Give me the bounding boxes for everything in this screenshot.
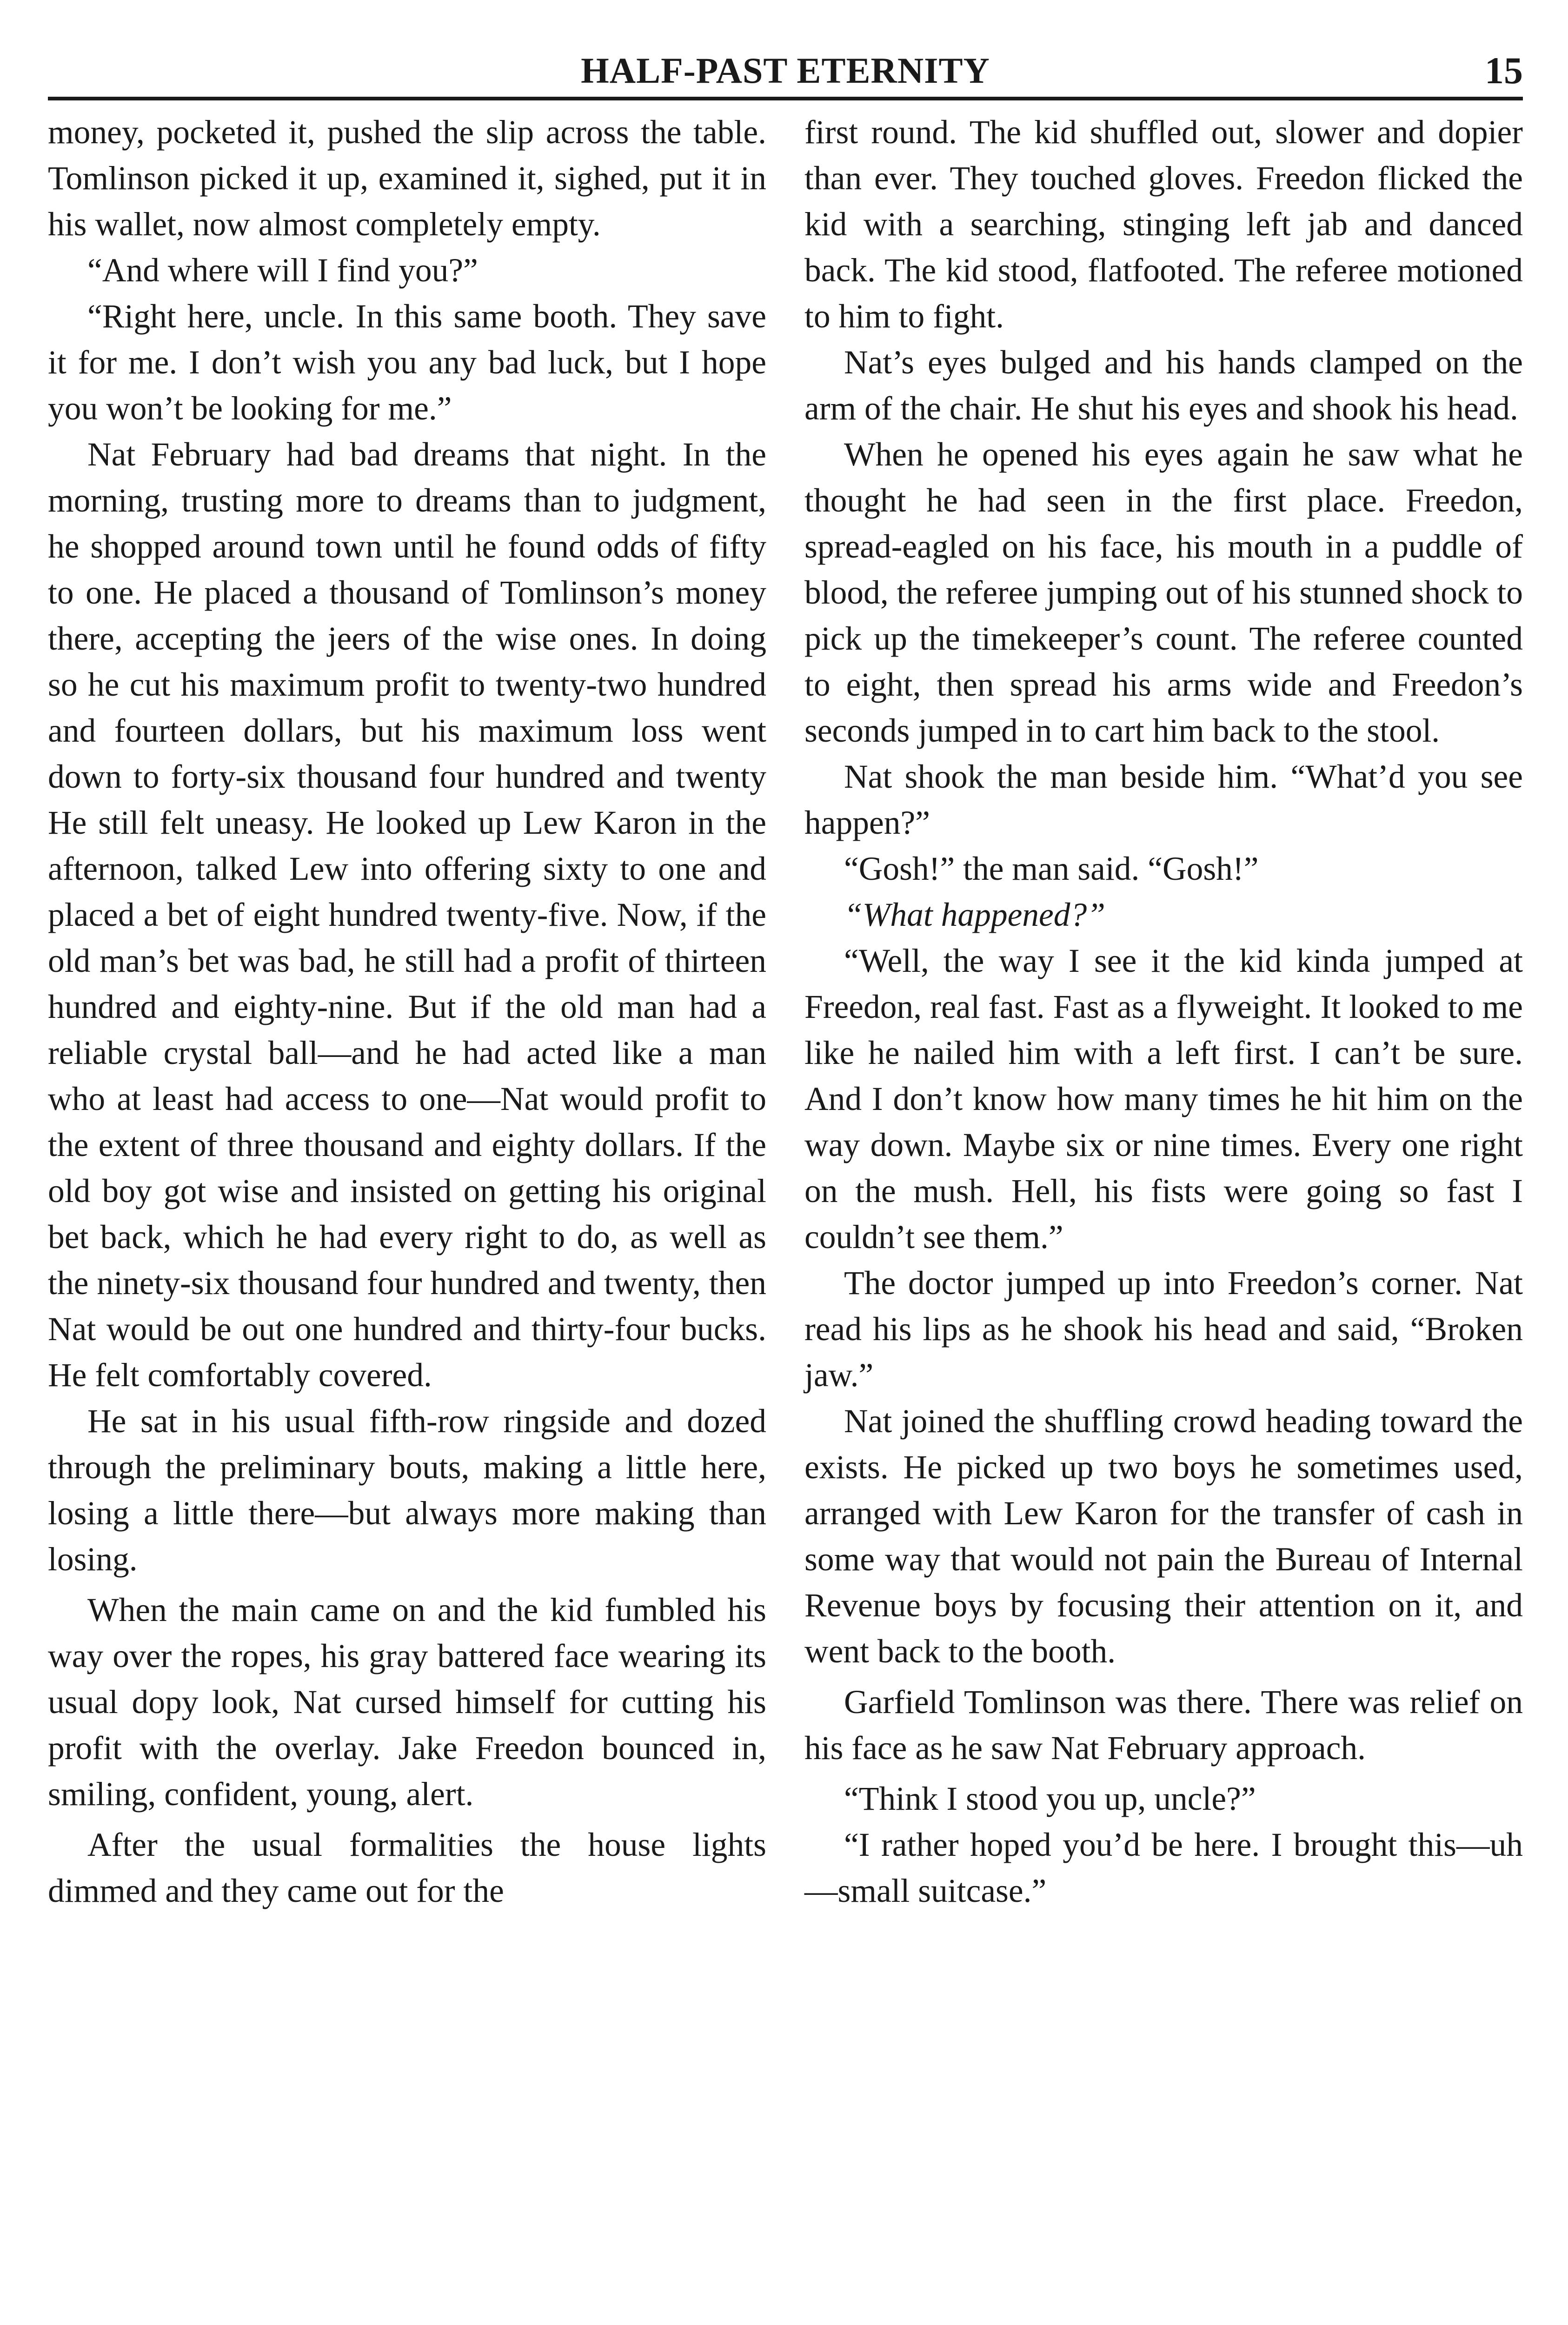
paragraph: “I rather hoped you’d be here. I brought this—uh—small suitcase.” [804, 1827, 1523, 1909]
paragraph: When he opened his eyes again he saw what he thought he had seen in the first place. Freedon, spread-eagled on his face, his mouth in a puddle of blood, the referee jumping out of his stunned shock to pick up the timekeeper’s count. The referee counted to eight, then spread his arms wide and Freedon’s seconds jumped in to cart him back to the stool. [804, 436, 1523, 749]
paragraph: Garfield Tomlinson was there. There was relief on his face as he saw Nat February approach. [804, 1684, 1523, 1767]
paragraph: “And where will I find you?” [87, 252, 478, 289]
paragraph: “Think I stood you up, uncle?” [844, 1780, 1256, 1817]
running-title: HALF-PAST ETERNITY [581, 50, 990, 91]
paragraph: The doctor jumped up into Freedon’s corner. Nat read his lips as he shook his head and said, “Broken jaw.” [804, 1265, 1523, 1394]
paragraph: Nat joined the shuffling crowd heading toward the exists. He picked up two boys he sometimes used, arranged with Lew Karon for the transfer of cash in some way that would not pain the Bureau of Internal Revenue boys by focusing their attention on it, and went back to the booth. [804, 1403, 1523, 1670]
header-rule [48, 97, 1523, 100]
paragraph: He sat in his usual fifth-row ringside and dozed through the preliminary bouts, making a little here, losing a little there—but always more making than losing. [48, 1403, 766, 1578]
paragraph: Nat’s eyes bulged and his hands clamped on the arm of the chair. He shut his eyes and shook his head. [804, 344, 1523, 427]
page-header [48, 45, 1523, 97]
right-column [804, 109, 1523, 1914]
paragraph: When the main came on and the kid fumbled his way over the ropes, his gray battered face wearing its usual dopy look, Nat cursed himself for cutting his profit with the overlay. Jake Freedon bounced in, smiling, confident, young, alert. [48, 1592, 766, 1813]
paragraph: After the usual formalities the house lights dimmed and they came out for the [48, 1827, 766, 1909]
page-number: 15 [1485, 49, 1523, 92]
paragraph: “Right here, uncle. In this same booth. They save it for me. I don’t wish you any bad luck, but I hope you won’t be looking for me.” [48, 298, 766, 427]
left-column [48, 109, 766, 1914]
paragraph: Nat shook the man beside him. “What’d you see happen?” [804, 758, 1523, 841]
paragraph: Nat February had bad dreams that night. In the morning, trusting more to dreams than to judgment, he shopped around town until he found odds of fifty to one. He placed a thousand of Tomlinson’s money there, accepting the jeers of the wise ones. In doing so he cut his maximum profit to twenty-two hundred and fourteen dollars, but his maximum loss went down to forty-six thousand four hundred and twenty He still felt uneasy. He looked up Lew Karon in the afternoon, talked Lew into offering sixty to one and placed a bet of eight hundred twenty-five. Now, if the old man’s bet was bad, he still had a profit of thirteen hundred and eighty-nine. But if the old man had a reliable crystal ball—and he had acted like a man who at least had access to one—Nat would profit to the extent of three thousand and eighty dollars. If the old boy got wise and insisted on getting his original bet back, which he had every right to do, as well as the ninety-six thousand four hundred and twenty, then Nat would be out one hundred and thirty-four bucks. He felt comfortably covered. [48, 436, 766, 1394]
paragraph: first round. The kid shuffled out, slower and dopier than ever. They touched gloves. Freedon flicked the kid with a searching, stinging left jab and danced back. The kid stood, flatfooted. The referee motioned to him to fight. [804, 114, 1523, 335]
paragraph: “Gosh!” the man said. “Gosh!” [844, 850, 1259, 887]
paragraph: money, pocketed it, pushed the slip across the table. Tomlinson picked it up, examined it, sighed, put it in his wallet, now almost completely empty. [48, 114, 766, 243]
paragraph: “What happened?” [844, 897, 1106, 933]
paragraph: “Well, the way I see it the kid kinda jumped at Freedon, real fast. Fast as a flyweight. It looked to me like he nailed him with a left first. I can’t be sure. And I don’t know how many times he hit him on the way down. Maybe six or nine times. Every one right on the mush. Hell, his fists were going so fast I couldn’t see them.” [804, 943, 1523, 1256]
